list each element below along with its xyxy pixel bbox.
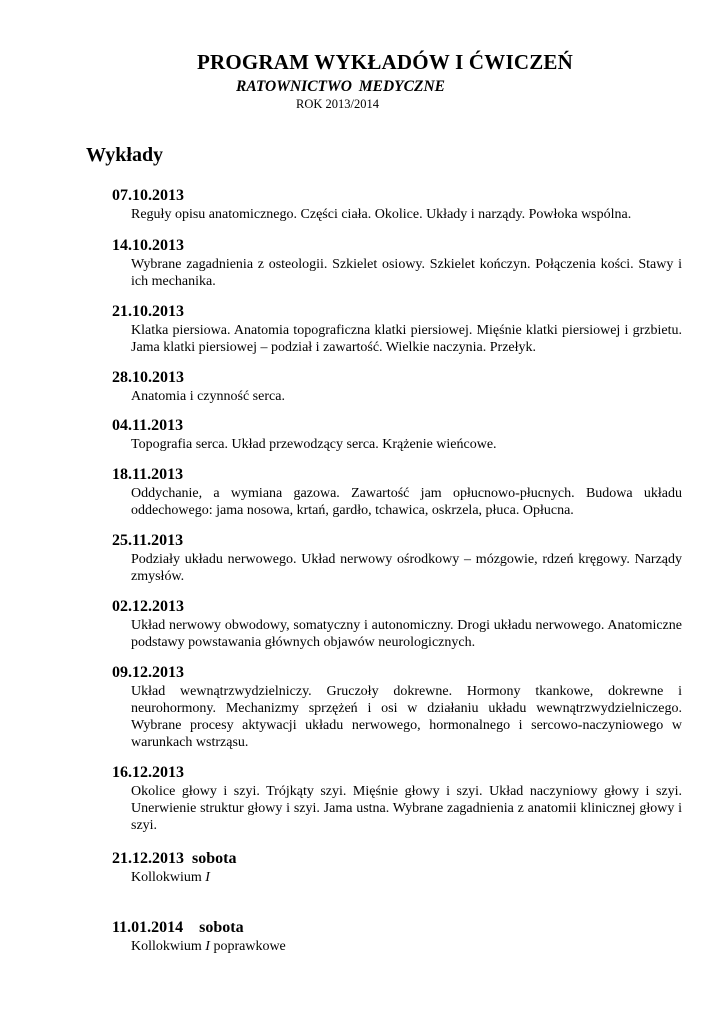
lecture-entry — [112, 918, 682, 955]
lecture-date: 14.10.2013 — [112, 237, 184, 254]
lecture-entry — [112, 663, 682, 751]
lecture-entry — [112, 302, 682, 356]
academic-year: ROK 2013/2014 — [296, 97, 379, 111]
colloquium-number: I — [205, 939, 210, 954]
lecture-description: Klatka piersiowa. Anatomia topograficzna klatki piersiowej. Mięśnie klatki piersiowej i grzbietu. Jama klatki piersiowej – podział i zawartość. Wielkie naczynia. Przełyk. — [131, 323, 682, 355]
lecture-description: Anatomia i czynność serca. — [131, 389, 285, 404]
lecture-description: Reguły opisu anatomicznego. Części ciała. Okolice. Układy i narządy. Powłoka wspólna. — [131, 207, 632, 222]
lecture-entry — [112, 416, 682, 453]
colloquium-suffix: poprawkowe — [209, 939, 286, 954]
lecture-date: 21.12.2013 sobota — [112, 850, 237, 867]
lecture-date: 21.10.2013 — [112, 303, 184, 320]
lecture-description: Podziały układu nerwowego. Układ nerwowy ośrodkowy – mózgowie, rdzeń kręgowy. Narządy zmysłów. — [131, 552, 682, 584]
lecture-description: Okolice głowy i szyi. Trójkąty szyi. Mięśnie głowy i szyi. Układ naczyniowy głowy i szyi. Unerwienie struktur głowy i szyi. Jama ustna. Wybrane zagadnienia z anatomii klinicznej głowy i szyi. — [131, 784, 682, 833]
lecture-entry — [112, 186, 682, 223]
lecture-entry — [112, 531, 682, 585]
section-heading-lectures: Wykłady — [86, 144, 164, 166]
lecture-description: Wybrane zagadnienia z osteologii. Szkielet osiowy. Szkielet kończyn. Połączenia kości. Stawy i ich mechanika. — [131, 257, 682, 289]
lecture-entry — [112, 849, 682, 886]
lecture-entry — [112, 763, 682, 834]
lecture-date: 11.01.2014 sobota — [112, 919, 244, 936]
lecture-entry — [112, 465, 682, 519]
lecture-date: 02.12.2013 — [112, 598, 184, 615]
lecture-description — [131, 938, 682, 955]
lecture-description: Układ wewnątrzwydzielniczy. Gruczoły dokrewne. Hormony tkankowe, dokrewne i neurohormony. Mechanizmy sprzężeń i osi w działaniu układu wewnątrzwydzielniczego. Wybrane procesy aktywacji układu nerwowego, hormonalnego i sercowo-naczyniowego w warunkach wstrząsu. — [131, 684, 682, 750]
lecture-date: 04.11.2013 — [112, 417, 184, 434]
colloquium-label: Kollokwium — [131, 939, 206, 954]
lecture-description: Układ nerwowy obwodowy, somatyczny i autonomiczny. Drogi układu nerwowego. Anatomiczne podstawy powstawania głównych objawów neurologicznych. — [131, 618, 682, 650]
colloquium-number: I — [205, 870, 210, 885]
lecture-date: 25.11.2013 — [112, 532, 184, 549]
lecture-description: Topografia serca. Układ przewodzący serca. Krążenie wieńcowe. — [131, 437, 497, 452]
colloquium-label: Kollokwium — [131, 870, 206, 885]
lecture-date: 16.12.2013 — [112, 764, 184, 781]
lecture-entry — [112, 368, 682, 405]
lecture-description: Oddychanie, a wymiana gazowa. Zawartość jam opłucnowo-płucnych. Budowa układu oddechowego: jama nosowa, krtań, gardło, tchawica, oskrzela, płuca. Opłucna. — [131, 486, 682, 518]
lecture-description — [131, 869, 682, 886]
lecture-date: 09.12.2013 — [112, 664, 184, 681]
lecture-entry — [112, 236, 682, 290]
lecture-date: 18.11.2013 — [112, 466, 184, 483]
page-subtitle: RATOWNICTWO MEDYCZNE — [236, 78, 445, 95]
lecture-entry — [112, 597, 682, 651]
page-title: PROGRAM WYKŁADÓW I ĆWICZEŃ — [196, 50, 574, 74]
lecture-date: 28.10.2013 — [112, 369, 184, 386]
lecture-date: 07.10.2013 — [112, 187, 184, 204]
